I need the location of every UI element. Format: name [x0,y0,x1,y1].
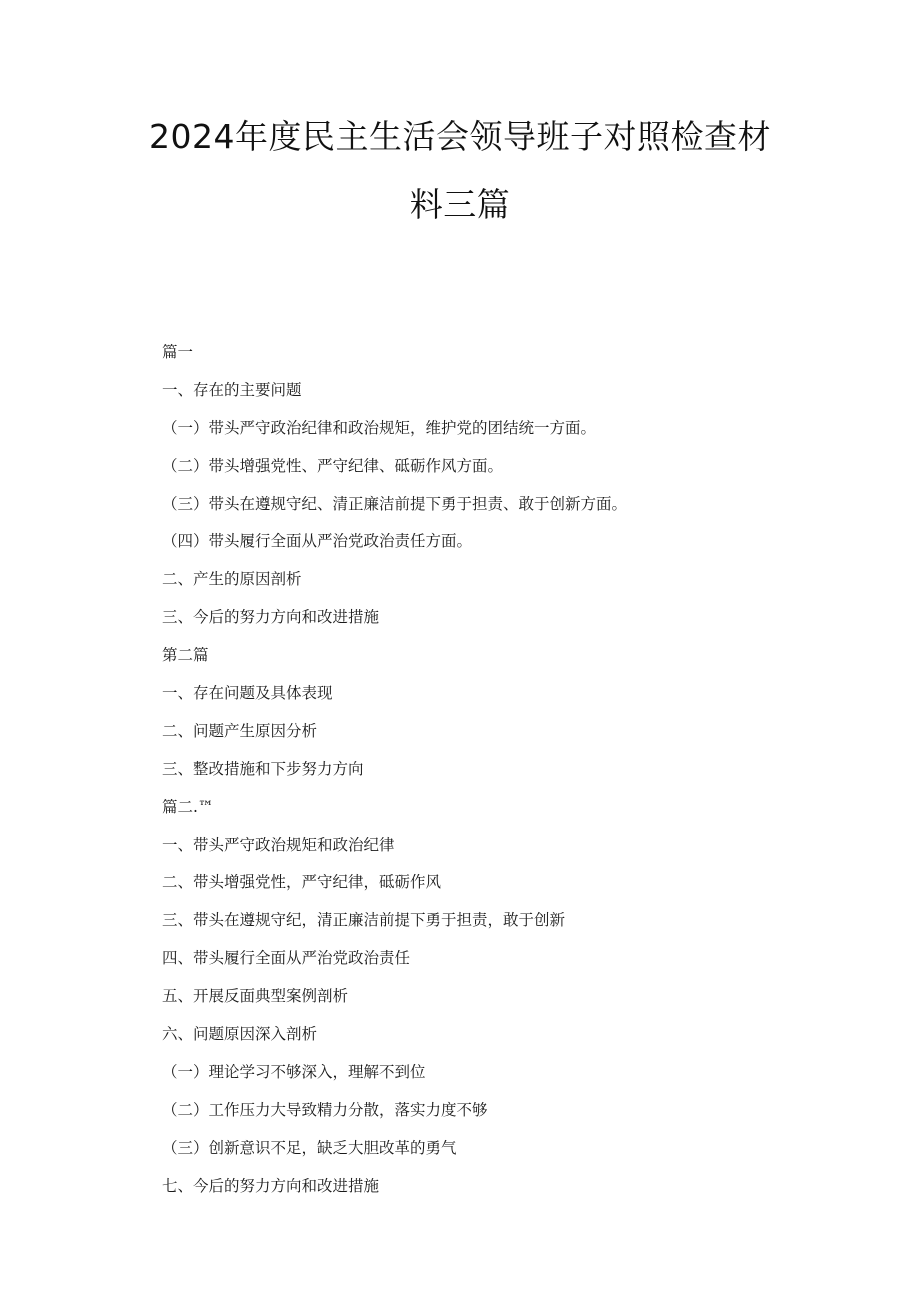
outline-item: 三、整改措施和下步努力方向 [162,759,364,778]
outline-item: 四、带头履行全面从严治党政治责任 [162,949,411,968]
document-title-line-1: 2024年度民主生活会领导班子对照检查材 [149,117,771,156]
outline-subitem: （一）理论学习不够深入，理解不到位 [162,1062,426,1081]
outline-subitem: （四）带头履行全面从严治党政治责任方面。 [162,532,473,551]
outline-item: 一、存在的主要问题 [162,380,302,399]
outline-subitem: （一）带头严守政治纪律和政治规矩，维护党的团结统一方面。 [162,418,597,437]
outline-subitem: （三）带头在遵规守纪、清正廉洁前提下勇于担责、敢于创新方面。 [162,494,628,513]
outline-item: 二、带头增强党性，严守纪律，砥砺作风 [162,873,442,892]
outline-item: 六、问题原因深入剖析 [162,1025,318,1044]
outline-item: 一、带头严守政治规矩和政治纪律 [162,835,395,854]
outline-subitem: （三）创新意识不足，缺乏大胆改革的勇气 [162,1138,457,1157]
outline-item: 三、带头在遵规守纪，清正廉洁前提下勇于担责，敢于创新 [162,911,566,930]
outline-list [162,341,627,1212]
outline-item: 五、开展反面典型案例剖析 [162,987,349,1006]
section-heading-part-3: 篇二.™ [162,797,214,816]
document-title-line-2: 料三篇 [409,185,511,224]
outline-subitem: （二）带头增强党性、严守纪律、砥砺作风方面。 [162,456,504,475]
outline-item: 七、今后的努力方向和改进措施 [162,1176,380,1195]
section-heading-part-2: 第二篇 [162,646,209,665]
outline-item: 三、今后的努力方向和改进措施 [162,608,380,627]
outline-item: 二、问题产生原因分析 [162,721,318,740]
outline-item: 一、存在问题及具体表现 [162,684,333,703]
outline-item: 二、产生的原因剖析 [162,570,302,589]
outline-subitem: （二）工作压力大导致精力分散，落实力度不够 [162,1100,488,1119]
section-heading-part-1: 篇一 [162,343,194,361]
